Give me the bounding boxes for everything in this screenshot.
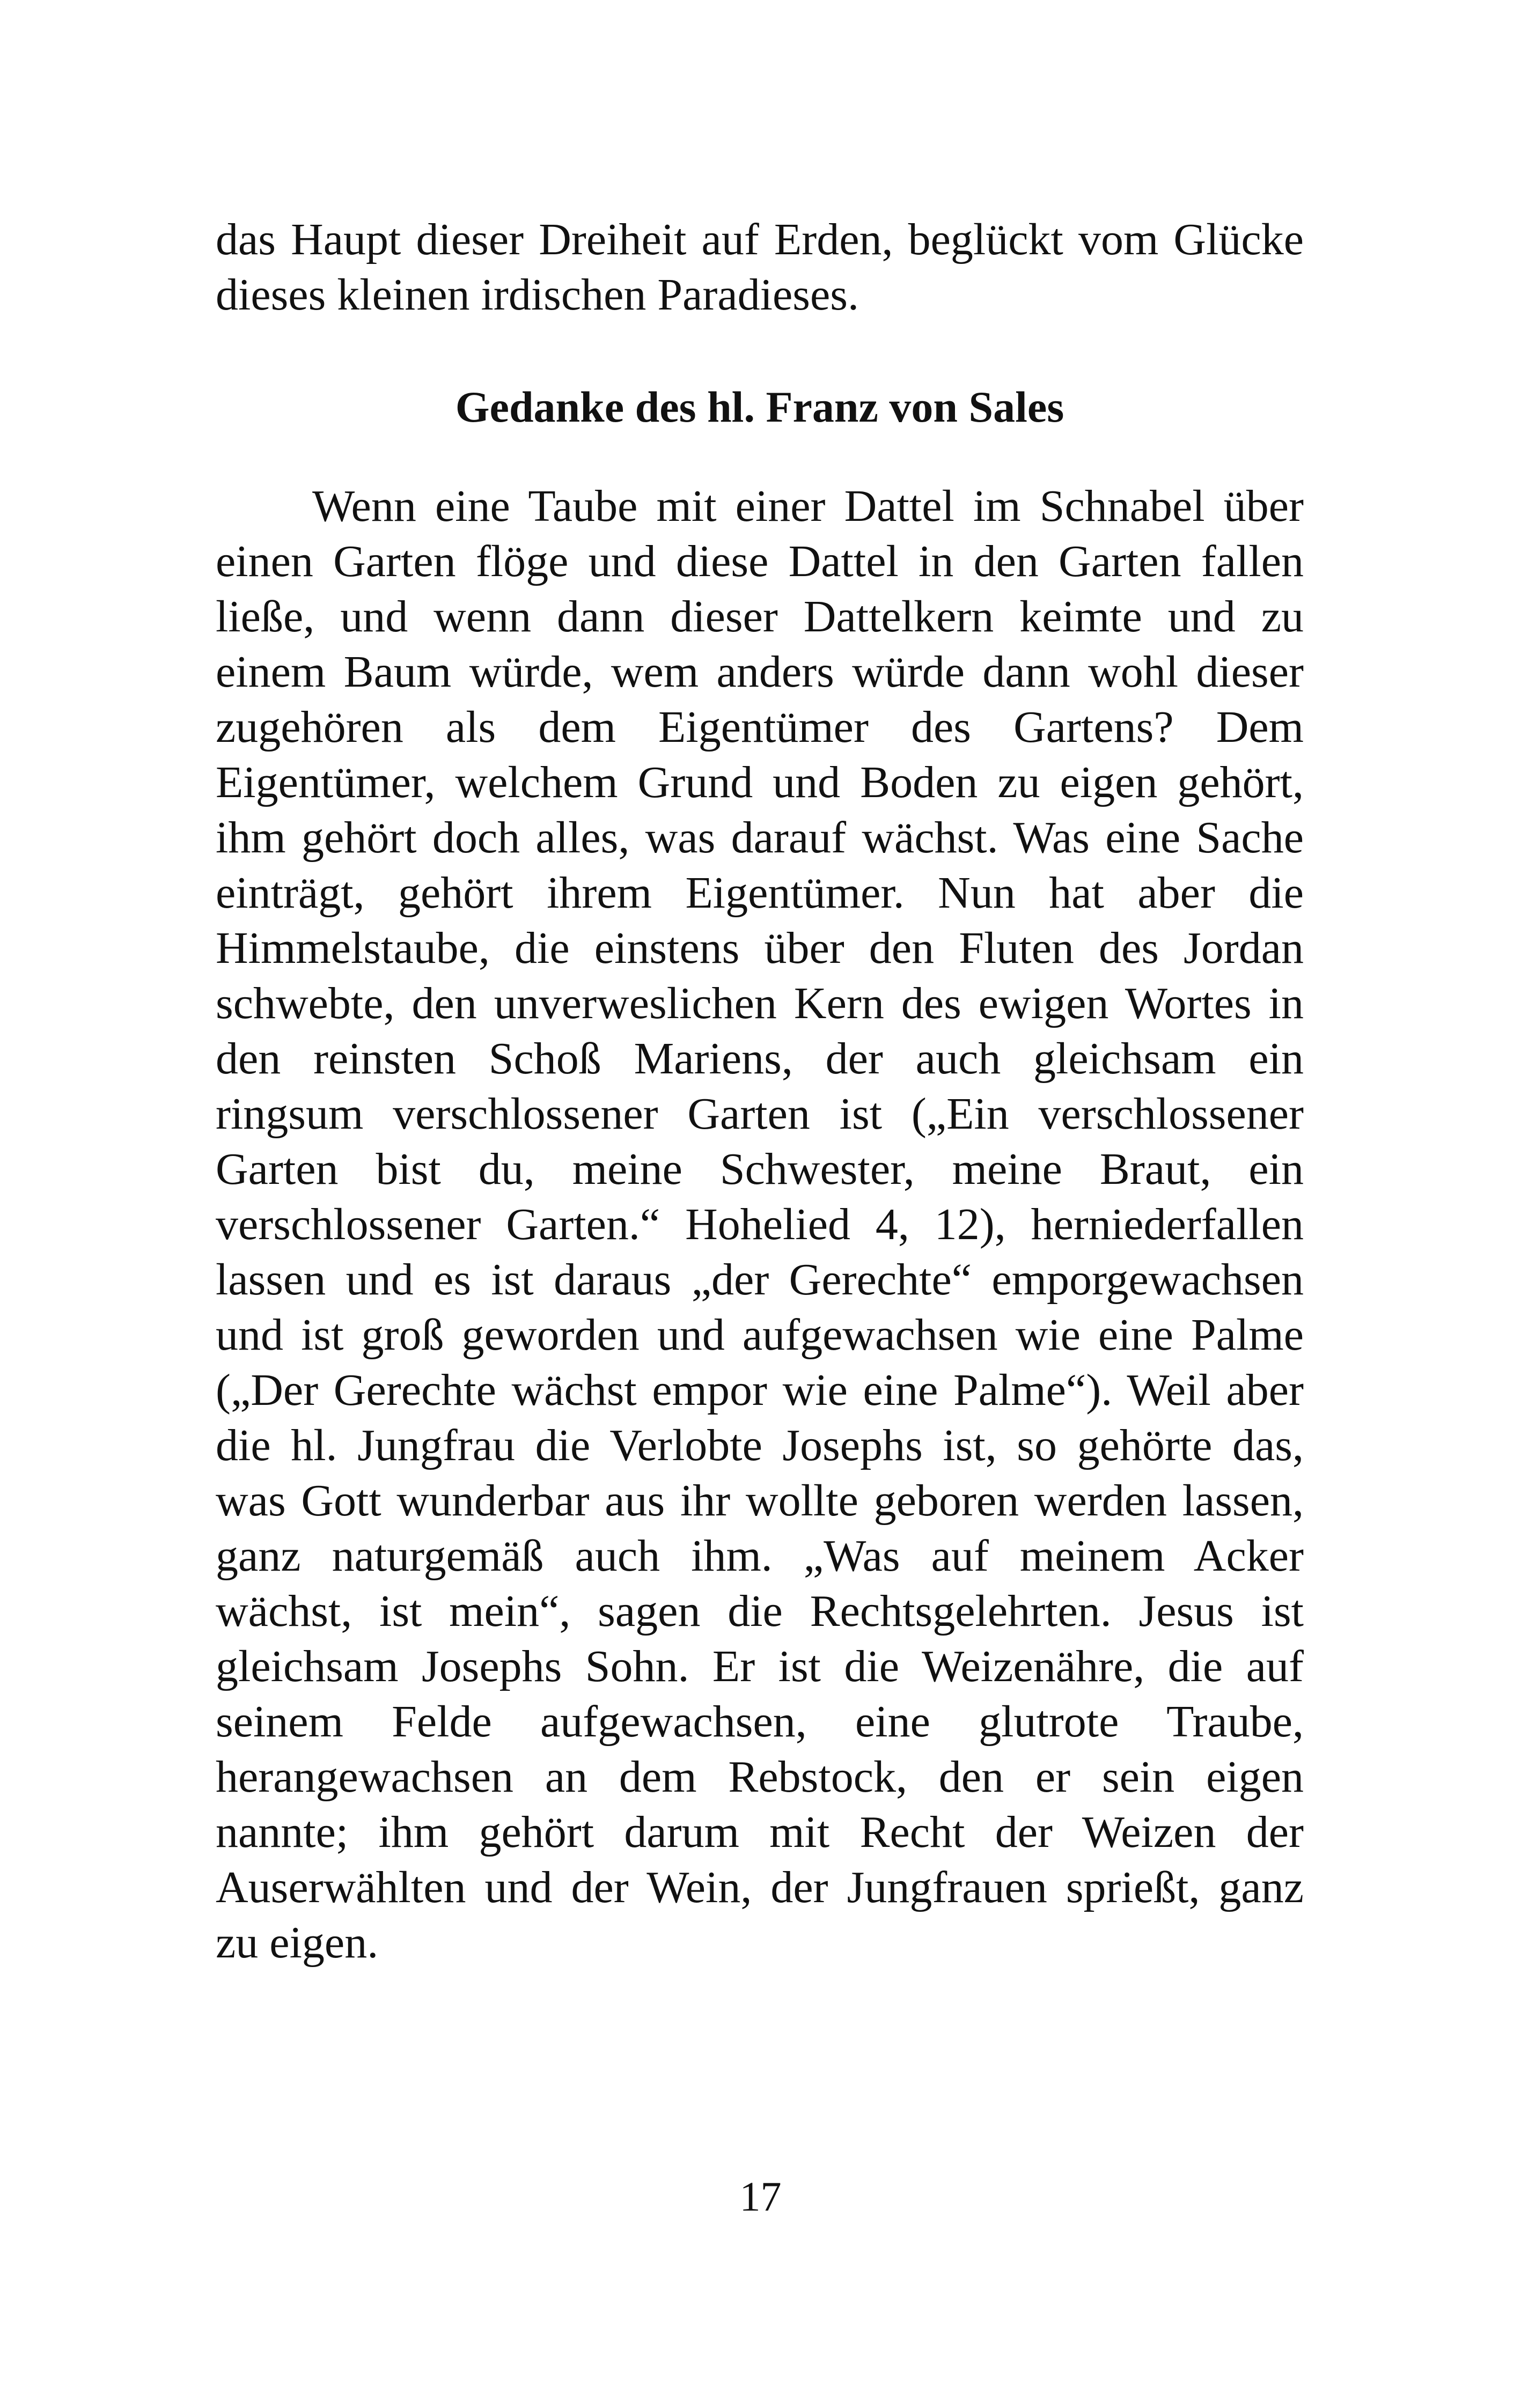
intro-paragraph: das Haupt dieser Dreiheit auf Erden, beglückt vom Glücke dieses kleinen irdischen Paradieses. <box>216 215 1304 320</box>
section-heading: Gedanke des hl. Franz von Sales <box>455 382 1064 431</box>
heading-container <box>216 379 1304 435</box>
page-number: 17 <box>739 2173 782 2220</box>
page-content <box>216 212 1304 1970</box>
body-paragraph: Wenn eine Taube mit einer Dattel im Schnabel über einen Garten flöge und diese Dattel in den Garten fallen ließe, und wenn dann dieser Dattelkern keimte und zu einem Baum würde, wem anders würde dann wohl dieser zugehören als dem Eigentümer des Gartens? Dem Eigentümer, welchem Grund und Boden zu eigen gehört, ihm gehört doch alles, was darauf wächst. Was eine Sache einträgt, gehört ihrem Eigentümer. Nun hat aber die Himmelstaube, die einstens über den Fluten des Jordan schwebte, den unverweslichen Kern des ewigen Wortes in den reinsten Schoß Mariens, der auch gleichsam ein ringsum verschlossener Garten ist („Ein verschlossener Garten bist du, meine Schwester, meine Braut, ein verschlossener Garten.“ Hohelied 4, 12), herniederfallen lassen und es ist daraus „der Gerechte“ emporgewachsen und ist groß geworden und aufgewachsen wie eine Palme („Der Gerechte wächst empor wie eine Palme“). Weil aber die hl. Jungfrau die Verlobte Josephs ist, so gehörte das, was Gott wunderbar aus ihr wollte geboren werden lassen, ganz naturgemäß auch ihm. „Was auf meinem Acker wächst, ist mein“, sagen die Rechtsgelehrten. Jesus ist gleichsam Josephs Sohn. Er ist die Weizenähre, die auf seinem Felde aufgewachsen, eine glutrote Traube, herangewachsen an dem Rebstock, den er sein eigen nannte; ihm gehört darum mit Recht der Weizen der Auserwählten und der Wein, der Jungfrauen sprießt, ganz zu eigen. <box>216 481 1304 1968</box>
